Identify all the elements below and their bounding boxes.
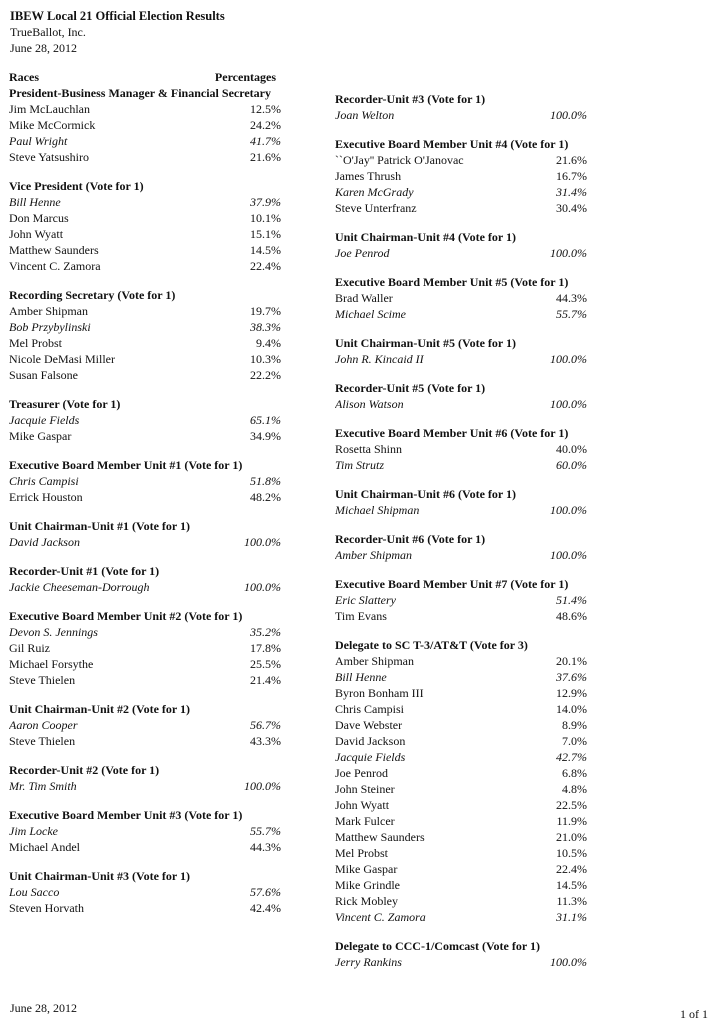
candidate-row xyxy=(9,412,291,428)
candidate-name: Joe Penrod xyxy=(335,246,390,260)
candidate-name: Paul Wright xyxy=(9,134,68,148)
candidate-percentage: 7.0% xyxy=(562,734,587,748)
candidate-row xyxy=(335,954,591,970)
candidate-name: Bob Przybylinski xyxy=(9,320,91,334)
candidate-percentage: 44.3% xyxy=(556,291,587,305)
race-title: Unit Chairman-Unit #1 (Vote for 1) xyxy=(9,519,190,533)
candidate-name: Amber Shipman xyxy=(9,304,88,318)
candidate-percentage: 25.5% xyxy=(250,657,281,671)
race-block xyxy=(335,576,591,624)
candidate-row xyxy=(335,608,591,624)
candidate-row xyxy=(9,624,291,640)
candidate-name: Steven Horvath xyxy=(9,901,84,915)
race-block xyxy=(9,518,291,550)
candidate-row xyxy=(9,194,291,210)
candidate-name: Alison Watson xyxy=(335,397,404,411)
candidate-name: Rosetta Shinn xyxy=(335,442,403,456)
candidate-percentage: 57.6% xyxy=(250,885,281,899)
candidate-name: Susan Falsone xyxy=(9,368,78,382)
candidate-percentage: 34.9% xyxy=(250,429,281,443)
candidate-row xyxy=(335,441,591,457)
candidate-name: Mark Fulcer xyxy=(335,814,395,828)
candidate-name: James Thrush xyxy=(335,169,402,183)
candidate-row xyxy=(9,149,291,165)
race-block xyxy=(335,136,591,216)
candidate-name: Dave Webster xyxy=(335,718,403,732)
candidate-percentage: 21.0% xyxy=(556,830,587,844)
candidate-row xyxy=(9,303,291,319)
race-block xyxy=(9,868,291,916)
candidate-name: Jim McLauchlan xyxy=(9,102,90,116)
document-title: IBEW Local 21 Official Election Results xyxy=(10,9,225,23)
race-title: Executive Board Member Unit #3 (Vote for 1) xyxy=(9,808,243,822)
candidate-percentage: 21.4% xyxy=(250,673,281,687)
race-title: Executive Board Member Unit #1 (Vote for 1) xyxy=(9,458,243,472)
right-column xyxy=(335,91,591,983)
race-block xyxy=(9,807,291,855)
candidate-name: Michael Andel xyxy=(9,840,80,854)
left-race-list xyxy=(9,85,291,916)
candidate-percentage: 14.5% xyxy=(250,243,281,257)
candidate-percentage: 19.7% xyxy=(250,304,281,318)
candidate-name: Steve Unterfranz xyxy=(335,201,417,215)
candidate-row xyxy=(335,547,591,563)
candidate-name: Chris Campisi xyxy=(9,474,79,488)
candidate-name: Aaron Cooper xyxy=(9,718,78,732)
candidate-row xyxy=(9,210,291,226)
candidate-row xyxy=(9,117,291,133)
candidate-row xyxy=(335,685,591,701)
candidate-percentage: 11.3% xyxy=(556,894,587,908)
race-title: Recorder-Unit #2 (Vote for 1) xyxy=(9,763,160,777)
race-title: Treasurer (Vote for 1) xyxy=(9,397,121,411)
candidate-percentage: 44.3% xyxy=(250,840,281,854)
candidate-percentage: 15.1% xyxy=(250,227,281,241)
candidate-percentage: 17.8% xyxy=(250,641,281,655)
percentages-heading: Percentages xyxy=(214,70,276,84)
candidate-percentage: 100.0% xyxy=(550,108,587,122)
candidate-name: Errick Houston xyxy=(9,490,83,504)
race-block xyxy=(335,486,591,518)
candidate-row xyxy=(335,396,591,412)
candidate-percentage: 48.2% xyxy=(250,490,281,504)
candidate-name: Steve Yatsushiro xyxy=(9,150,90,164)
candidate-row xyxy=(9,717,291,733)
race-block xyxy=(9,563,291,595)
candidate-name: Matthew Saunders xyxy=(335,830,425,844)
candidate-row xyxy=(9,258,291,274)
candidate-name: John Wyatt xyxy=(9,227,64,241)
race-block xyxy=(9,85,291,165)
candidate-name: Mr. Tim Smith xyxy=(9,779,77,793)
candidate-percentage: 31.4% xyxy=(556,185,587,199)
candidate-row xyxy=(9,778,291,794)
candidate-row xyxy=(9,242,291,258)
candidate-name: Bill Henne xyxy=(335,670,387,684)
candidate-percentage: 43.3% xyxy=(250,734,281,748)
race-title: Executive Board Member Unit #6 (Vote for 1) xyxy=(335,426,569,440)
candidate-percentage: 100.0% xyxy=(550,548,587,562)
candidate-row xyxy=(335,200,591,216)
candidate-percentage: 4.8% xyxy=(562,782,587,796)
race-title: Unit Chairman-Unit #4 (Vote for 1) xyxy=(335,230,516,244)
candidate-row xyxy=(9,319,291,335)
race-block xyxy=(335,531,591,563)
race-block xyxy=(9,608,291,688)
candidate-row xyxy=(9,656,291,672)
race-title: Recorder-Unit #1 (Vote for 1) xyxy=(9,564,160,578)
candidate-percentage: 38.3% xyxy=(250,320,281,334)
candidate-name: Jerry Rankins xyxy=(335,955,402,969)
race-block xyxy=(335,335,591,367)
candidate-name: Mike Gaspar xyxy=(9,429,72,443)
candidate-percentage: 100.0% xyxy=(244,779,281,793)
candidate-percentage: 100.0% xyxy=(550,397,587,411)
race-block xyxy=(335,229,591,261)
race-title: Executive Board Member Unit #2 (Vote for 1) xyxy=(9,609,243,623)
candidate-percentage: 31.1% xyxy=(556,910,587,924)
candidate-row xyxy=(9,839,291,855)
candidate-row xyxy=(9,473,291,489)
candidate-percentage: 10.5% xyxy=(556,846,587,860)
candidate-row xyxy=(335,829,591,845)
candidate-row xyxy=(9,640,291,656)
candidate-percentage: 35.2% xyxy=(250,625,281,639)
candidate-percentage: 56.7% xyxy=(250,718,281,732)
race-title: Unit Chairman-Unit #6 (Vote for 1) xyxy=(335,487,516,501)
candidate-row xyxy=(335,797,591,813)
candidate-row xyxy=(335,457,591,473)
candidate-name: David Jackson xyxy=(9,535,80,549)
candidate-percentage: 65.1% xyxy=(250,413,281,427)
candidate-name: Tim Strutz xyxy=(335,458,385,472)
candidate-percentage: 14.5% xyxy=(556,878,587,892)
candidate-name: Michael Forsythe xyxy=(9,657,94,671)
candidate-name: Joan Welton xyxy=(335,108,395,122)
candidate-percentage: 12.9% xyxy=(556,686,587,700)
candidate-name: Devon S. Jennings xyxy=(9,625,98,639)
candidate-name: John R. Kincaid II xyxy=(335,352,424,366)
candidate-row xyxy=(9,489,291,505)
race-block xyxy=(9,457,291,505)
left-column xyxy=(9,70,291,929)
candidate-name: Jacquie Fields xyxy=(9,413,80,427)
candidate-percentage: 8.9% xyxy=(562,718,587,732)
candidate-name: Joe Penrod xyxy=(335,766,388,780)
candidate-name: Vincent C. Zamora xyxy=(335,910,426,924)
candidate-row xyxy=(335,813,591,829)
candidate-row xyxy=(335,592,591,608)
candidate-percentage: 10.3% xyxy=(250,352,281,366)
candidate-name: Gil Ruiz xyxy=(9,641,50,655)
candidate-name: John Wyatt xyxy=(335,798,390,812)
race-title: Executive Board Member Unit #5 (Vote for 1) xyxy=(335,275,569,289)
candidate-name: Rick Mobley xyxy=(335,894,398,908)
candidate-name: Michael Shipman xyxy=(335,503,420,517)
candidate-row xyxy=(9,733,291,749)
candidate-row xyxy=(335,653,591,669)
race-title: Recording Secretary (Vote for 1) xyxy=(9,288,176,302)
candidate-row xyxy=(335,168,591,184)
candidate-percentage: 42.7% xyxy=(556,750,587,764)
race-title: Executive Board Member Unit #4 (Vote for 1) xyxy=(335,137,569,151)
candidate-row xyxy=(9,367,291,383)
candidate-name: Lou Sacco xyxy=(9,885,60,899)
candidate-row xyxy=(335,184,591,200)
candidate-percentage: 100.0% xyxy=(244,580,281,594)
race-block xyxy=(9,701,291,749)
candidate-row xyxy=(335,861,591,877)
candidate-row xyxy=(335,749,591,765)
column-header xyxy=(9,70,291,85)
candidate-percentage: 100.0% xyxy=(550,352,587,366)
candidate-row xyxy=(9,672,291,688)
candidate-percentage: 55.7% xyxy=(556,307,587,321)
race-title: Recorder-Unit #3 (Vote for 1) xyxy=(335,92,486,106)
candidate-percentage: 11.9% xyxy=(556,814,587,828)
candidate-percentage: 37.9% xyxy=(250,195,281,209)
candidate-percentage: 12.5% xyxy=(250,102,281,116)
candidate-percentage: 37.6% xyxy=(556,670,587,684)
candidate-name: Karen McGrady xyxy=(335,185,414,199)
candidate-percentage: 51.4% xyxy=(556,593,587,607)
race-title: Recorder-Unit #5 (Vote for 1) xyxy=(335,381,486,395)
candidate-row xyxy=(335,877,591,893)
candidate-row xyxy=(335,717,591,733)
candidate-name: Steve Thielen xyxy=(9,673,76,687)
candidate-row xyxy=(9,226,291,242)
candidate-row xyxy=(335,765,591,781)
race-title: President-Business Manager & Financial Secretary xyxy=(9,86,271,100)
candidate-name: Byron Bonham III xyxy=(335,686,424,700)
candidate-row xyxy=(9,884,291,900)
candidate-row xyxy=(335,290,591,306)
candidate-percentage: 16.7% xyxy=(556,169,587,183)
company-name: TrueBallot, Inc. xyxy=(10,25,86,39)
candidate-row xyxy=(335,351,591,367)
right-race-list xyxy=(335,91,591,970)
candidate-row xyxy=(335,245,591,261)
candidate-row xyxy=(335,733,591,749)
candidate-row xyxy=(9,428,291,444)
candidate-percentage: 100.0% xyxy=(550,246,587,260)
race-title: Unit Chairman-Unit #3 (Vote for 1) xyxy=(9,869,190,883)
candidate-name: Jacquie Fields xyxy=(335,750,406,764)
race-title: Unit Chairman-Unit #5 (Vote for 1) xyxy=(335,336,516,350)
header-date: June 28, 2012 xyxy=(10,41,77,55)
candidate-percentage: 22.2% xyxy=(250,368,281,382)
candidate-name: Brad Waller xyxy=(335,291,393,305)
race-block xyxy=(335,637,591,925)
race-block xyxy=(335,425,591,473)
candidate-row xyxy=(335,701,591,717)
candidate-percentage: 22.5% xyxy=(556,798,587,812)
race-block xyxy=(9,396,291,444)
page-number: 1 of 1 xyxy=(680,1007,708,1021)
candidate-name: Eric Slattery xyxy=(335,593,396,607)
candidate-percentage: 24.2% xyxy=(250,118,281,132)
candidate-name: Jackie Cheeseman-Dorrough xyxy=(9,580,150,594)
candidate-name: Mel Probst xyxy=(335,846,389,860)
candidate-percentage: 10.1% xyxy=(250,211,281,225)
candidate-row xyxy=(335,152,591,168)
candidate-row xyxy=(335,306,591,322)
candidate-percentage: 22.4% xyxy=(250,259,281,273)
candidate-percentage: 21.6% xyxy=(250,150,281,164)
candidate-name: Bill Henne xyxy=(9,195,61,209)
candidate-name: Nicole DeMasi Miller xyxy=(9,352,115,366)
race-block xyxy=(335,938,591,970)
candidate-name: Jim Locke xyxy=(9,824,58,838)
candidate-percentage: 48.6% xyxy=(556,609,587,623)
candidate-percentage: 42.4% xyxy=(250,901,281,915)
candidate-name: Vincent C. Zamora xyxy=(9,259,101,273)
candidate-name: Amber Shipman xyxy=(335,654,414,668)
candidate-name: Matthew Saunders xyxy=(9,243,99,257)
candidate-percentage: 21.6% xyxy=(556,153,587,167)
race-block xyxy=(9,762,291,794)
candidate-percentage: 22.4% xyxy=(556,862,587,876)
candidate-row xyxy=(335,893,591,909)
candidate-row xyxy=(9,823,291,839)
candidate-name: Chris Campisi xyxy=(335,702,405,716)
race-block xyxy=(335,274,591,322)
candidate-row xyxy=(9,133,291,149)
candidate-name: Don Marcus xyxy=(9,211,69,225)
candidate-row xyxy=(9,579,291,595)
candidate-row xyxy=(9,534,291,550)
race-block xyxy=(9,178,291,274)
candidate-name: Mike McCormick xyxy=(9,118,96,132)
candidate-name: Michael Scime xyxy=(335,307,406,321)
candidate-percentage: 100.0% xyxy=(244,535,281,549)
candidate-row xyxy=(335,502,591,518)
candidate-name: John Steiner xyxy=(335,782,395,796)
race-title: Delegate to SC T-3/AT&T (Vote for 3) xyxy=(335,638,528,652)
candidate-percentage: 55.7% xyxy=(250,824,281,838)
candidate-percentage: 6.8% xyxy=(562,766,587,780)
candidate-percentage: 100.0% xyxy=(550,955,587,969)
candidate-percentage: 40.0% xyxy=(556,442,587,456)
candidate-percentage: 60.0% xyxy=(556,458,587,472)
candidate-percentage: 9.4% xyxy=(256,336,281,350)
race-title: Vice President (Vote for 1) xyxy=(9,179,144,193)
candidate-name: ``O'Jay'' Patrick O'Janovac xyxy=(335,153,464,167)
race-title: Unit Chairman-Unit #2 (Vote for 1) xyxy=(9,702,190,716)
candidate-row xyxy=(335,781,591,797)
race-block xyxy=(9,287,291,383)
race-title: Executive Board Member Unit #7 (Vote for 1) xyxy=(335,577,569,591)
candidate-name: Steve Thielen xyxy=(9,734,76,748)
race-block xyxy=(335,91,591,123)
candidate-percentage: 41.7% xyxy=(250,134,281,148)
candidate-name: Mel Probst xyxy=(9,336,63,350)
candidate-percentage: 51.8% xyxy=(250,474,281,488)
candidate-name: David Jackson xyxy=(335,734,406,748)
candidate-row xyxy=(335,845,591,861)
candidate-row xyxy=(9,351,291,367)
candidate-row xyxy=(335,669,591,685)
candidate-name: Tim Evans xyxy=(335,609,387,623)
candidate-percentage: 14.0% xyxy=(556,702,587,716)
race-title: Recorder-Unit #6 (Vote for 1) xyxy=(335,532,486,546)
candidate-percentage: 30.4% xyxy=(556,201,587,215)
race-title: Delegate to CCC-1/Comcast (Vote for 1) xyxy=(335,939,540,953)
candidate-row xyxy=(9,900,291,916)
candidate-name: Mike Gaspar xyxy=(335,862,398,876)
candidate-row xyxy=(335,909,591,925)
candidate-row xyxy=(9,101,291,117)
race-block xyxy=(335,380,591,412)
candidate-name: Amber Shipman xyxy=(335,548,412,562)
footer-date: June 28, 2012 xyxy=(10,1001,77,1015)
document-header xyxy=(10,8,225,56)
candidate-row xyxy=(9,335,291,351)
candidate-percentage: 100.0% xyxy=(550,503,587,517)
candidate-name: Mike Grindle xyxy=(335,878,400,892)
races-heading: Races xyxy=(9,70,39,84)
candidate-percentage: 20.1% xyxy=(556,654,587,668)
candidate-row xyxy=(335,107,591,123)
